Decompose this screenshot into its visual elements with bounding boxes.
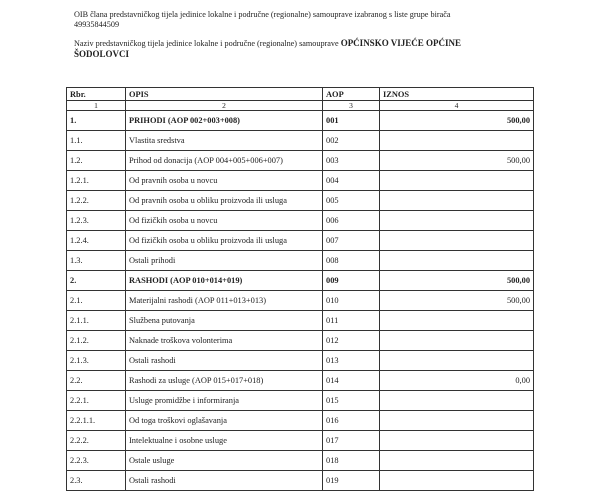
col-number-4: 4 bbox=[380, 101, 534, 111]
table-row bbox=[67, 471, 534, 491]
table-row bbox=[67, 371, 534, 391]
cell-opis: Od fizičkih osoba u obliku proizvoda ili usluga bbox=[126, 231, 323, 251]
cell-aop: 018 bbox=[323, 451, 380, 471]
col-header-opis: OPIS bbox=[126, 88, 323, 101]
cell-rbr: 2.1.2. bbox=[67, 331, 126, 351]
cell-iznos bbox=[380, 311, 534, 331]
table-row bbox=[67, 331, 534, 351]
cell-opis: Od pravnih osoba u novcu bbox=[126, 171, 323, 191]
cell-iznos: 500,00 bbox=[380, 111, 534, 131]
table-header-row bbox=[67, 88, 534, 101]
cell-rbr: 1.2. bbox=[67, 151, 126, 171]
cell-aop: 006 bbox=[323, 211, 380, 231]
cell-iznos bbox=[380, 211, 534, 231]
oib-label: OIB člana predstavničkog tijela jedinice lokalne i područne (regionalne) samouprave izabranog s liste grupe birača bbox=[74, 10, 451, 19]
cell-opis: Prihod od donacija (AOP 004+005+006+007) bbox=[126, 151, 323, 171]
cell-aop: 015 bbox=[323, 391, 380, 411]
cell-aop: 016 bbox=[323, 411, 380, 431]
cell-iznos bbox=[380, 451, 534, 471]
cell-opis: Ostali prihodi bbox=[126, 251, 323, 271]
cell-aop: 007 bbox=[323, 231, 380, 251]
naziv-label: Naziv predstavničkog tijela jedinice lokalne i područne (regionalne) samouprave bbox=[74, 39, 339, 48]
oib-value: 49935844509 bbox=[74, 20, 120, 29]
cell-rbr: 1.2.2. bbox=[67, 191, 126, 211]
cell-rbr: 2.3. bbox=[67, 471, 126, 491]
cell-opis: Ostale usluge bbox=[126, 451, 323, 471]
cell-opis: Intelektualne i osobne usluge bbox=[126, 431, 323, 451]
table-row bbox=[67, 431, 534, 451]
cell-iznos bbox=[380, 391, 534, 411]
cell-aop: 001 bbox=[323, 111, 380, 131]
cell-iznos: 0,00 bbox=[380, 371, 534, 391]
cell-iznos bbox=[380, 131, 534, 151]
table-row bbox=[67, 411, 534, 431]
cell-aop: 008 bbox=[323, 251, 380, 271]
col-header-iznos: IZNOS bbox=[380, 88, 534, 101]
cell-aop: 003 bbox=[323, 151, 380, 171]
cell-rbr: 2.2. bbox=[67, 371, 126, 391]
table-column-numbers-row bbox=[67, 101, 534, 111]
cell-rbr: 2.2.2. bbox=[67, 431, 126, 451]
cell-rbr: 2.1.3. bbox=[67, 351, 126, 371]
col-header-aop: AOP bbox=[323, 88, 380, 101]
table-row bbox=[67, 291, 534, 311]
cell-opis: Vlastita sredstva bbox=[126, 131, 323, 151]
table-row bbox=[67, 211, 534, 231]
cell-aop: 010 bbox=[323, 291, 380, 311]
cell-rbr: 2.1.1. bbox=[67, 311, 126, 331]
cell-iznos bbox=[380, 331, 534, 351]
table-row bbox=[67, 191, 534, 211]
cell-aop: 011 bbox=[323, 311, 380, 331]
cell-rbr: 1.2.4. bbox=[67, 231, 126, 251]
table-row bbox=[67, 111, 534, 131]
table-row bbox=[67, 231, 534, 251]
cell-opis: RASHODI (AOP 010+014+019) bbox=[126, 271, 323, 291]
cell-aop: 012 bbox=[323, 331, 380, 351]
cell-opis: Od fizičkih osoba u novcu bbox=[126, 211, 323, 231]
cell-rbr: 1. bbox=[67, 111, 126, 131]
cell-iznos: 500,00 bbox=[380, 271, 534, 291]
cell-aop: 013 bbox=[323, 351, 380, 371]
cell-rbr: 1.3. bbox=[67, 251, 126, 271]
cell-opis: Od toga troškovi oglašavanja bbox=[126, 411, 323, 431]
cell-opis: Naknade troškova volonterima bbox=[126, 331, 323, 351]
financial-report-table bbox=[66, 87, 534, 491]
col-number-2: 2 bbox=[126, 101, 323, 111]
cell-iznos bbox=[380, 351, 534, 371]
cell-iznos bbox=[380, 231, 534, 251]
cell-iznos bbox=[380, 171, 534, 191]
cell-iznos: 500,00 bbox=[380, 151, 534, 171]
cell-iznos bbox=[380, 251, 534, 271]
cell-iznos bbox=[380, 471, 534, 491]
cell-opis: Službena putovanja bbox=[126, 311, 323, 331]
cell-iznos: 500,00 bbox=[380, 291, 534, 311]
cell-aop: 014 bbox=[323, 371, 380, 391]
table-row bbox=[67, 131, 534, 151]
cell-rbr: 2.1. bbox=[67, 291, 126, 311]
cell-opis: Od pravnih osoba u obliku proizvoda ili usluga bbox=[126, 191, 323, 211]
cell-aop: 004 bbox=[323, 171, 380, 191]
cell-rbr: 2. bbox=[67, 271, 126, 291]
cell-opis: Materijalni rashodi (AOP 011+013+013) bbox=[126, 291, 323, 311]
table-row bbox=[67, 171, 534, 191]
table-row bbox=[67, 251, 534, 271]
cell-rbr: 2.2.1. bbox=[67, 391, 126, 411]
cell-iznos bbox=[380, 191, 534, 211]
cell-iznos bbox=[380, 431, 534, 451]
cell-aop: 017 bbox=[323, 431, 380, 451]
col-header-rbr: Rbr. bbox=[67, 88, 126, 101]
table-row bbox=[67, 311, 534, 331]
cell-iznos bbox=[380, 411, 534, 431]
table-row bbox=[67, 151, 534, 171]
cell-aop: 019 bbox=[323, 471, 380, 491]
naziv-line bbox=[74, 38, 534, 49]
naziv-value: OPĆINSKO VIJEĆE OPĆINE bbox=[340, 38, 462, 48]
cell-opis: Ostali rashodi bbox=[126, 471, 323, 491]
cell-aop: 005 bbox=[323, 191, 380, 211]
col-number-3: 3 bbox=[323, 101, 380, 111]
document-header bbox=[74, 10, 534, 60]
cell-opis: Rashodi za usluge (AOP 015+017+018) bbox=[126, 371, 323, 391]
cell-rbr: 1.1. bbox=[67, 131, 126, 151]
table-row bbox=[67, 451, 534, 471]
col-number-1: 1 bbox=[67, 101, 126, 111]
cell-rbr: 2.2.3. bbox=[67, 451, 126, 471]
table-row bbox=[67, 391, 534, 411]
cell-opis: PRIHODI (AOP 002+003+008) bbox=[126, 111, 323, 131]
table-row bbox=[67, 351, 534, 371]
cell-aop: 002 bbox=[323, 131, 380, 151]
cell-rbr: 2.2.1.1. bbox=[67, 411, 126, 431]
cell-rbr: 1.2.1. bbox=[67, 171, 126, 191]
cell-rbr: 1.2.3. bbox=[67, 211, 126, 231]
table-row bbox=[67, 271, 534, 291]
cell-opis: Usluge promidžbe i informiranja bbox=[126, 391, 323, 411]
naziv-value-cont: ŠODOLOVCI bbox=[74, 49, 130, 59]
cell-aop: 009 bbox=[323, 271, 380, 291]
cell-opis: Ostali rashodi bbox=[126, 351, 323, 371]
